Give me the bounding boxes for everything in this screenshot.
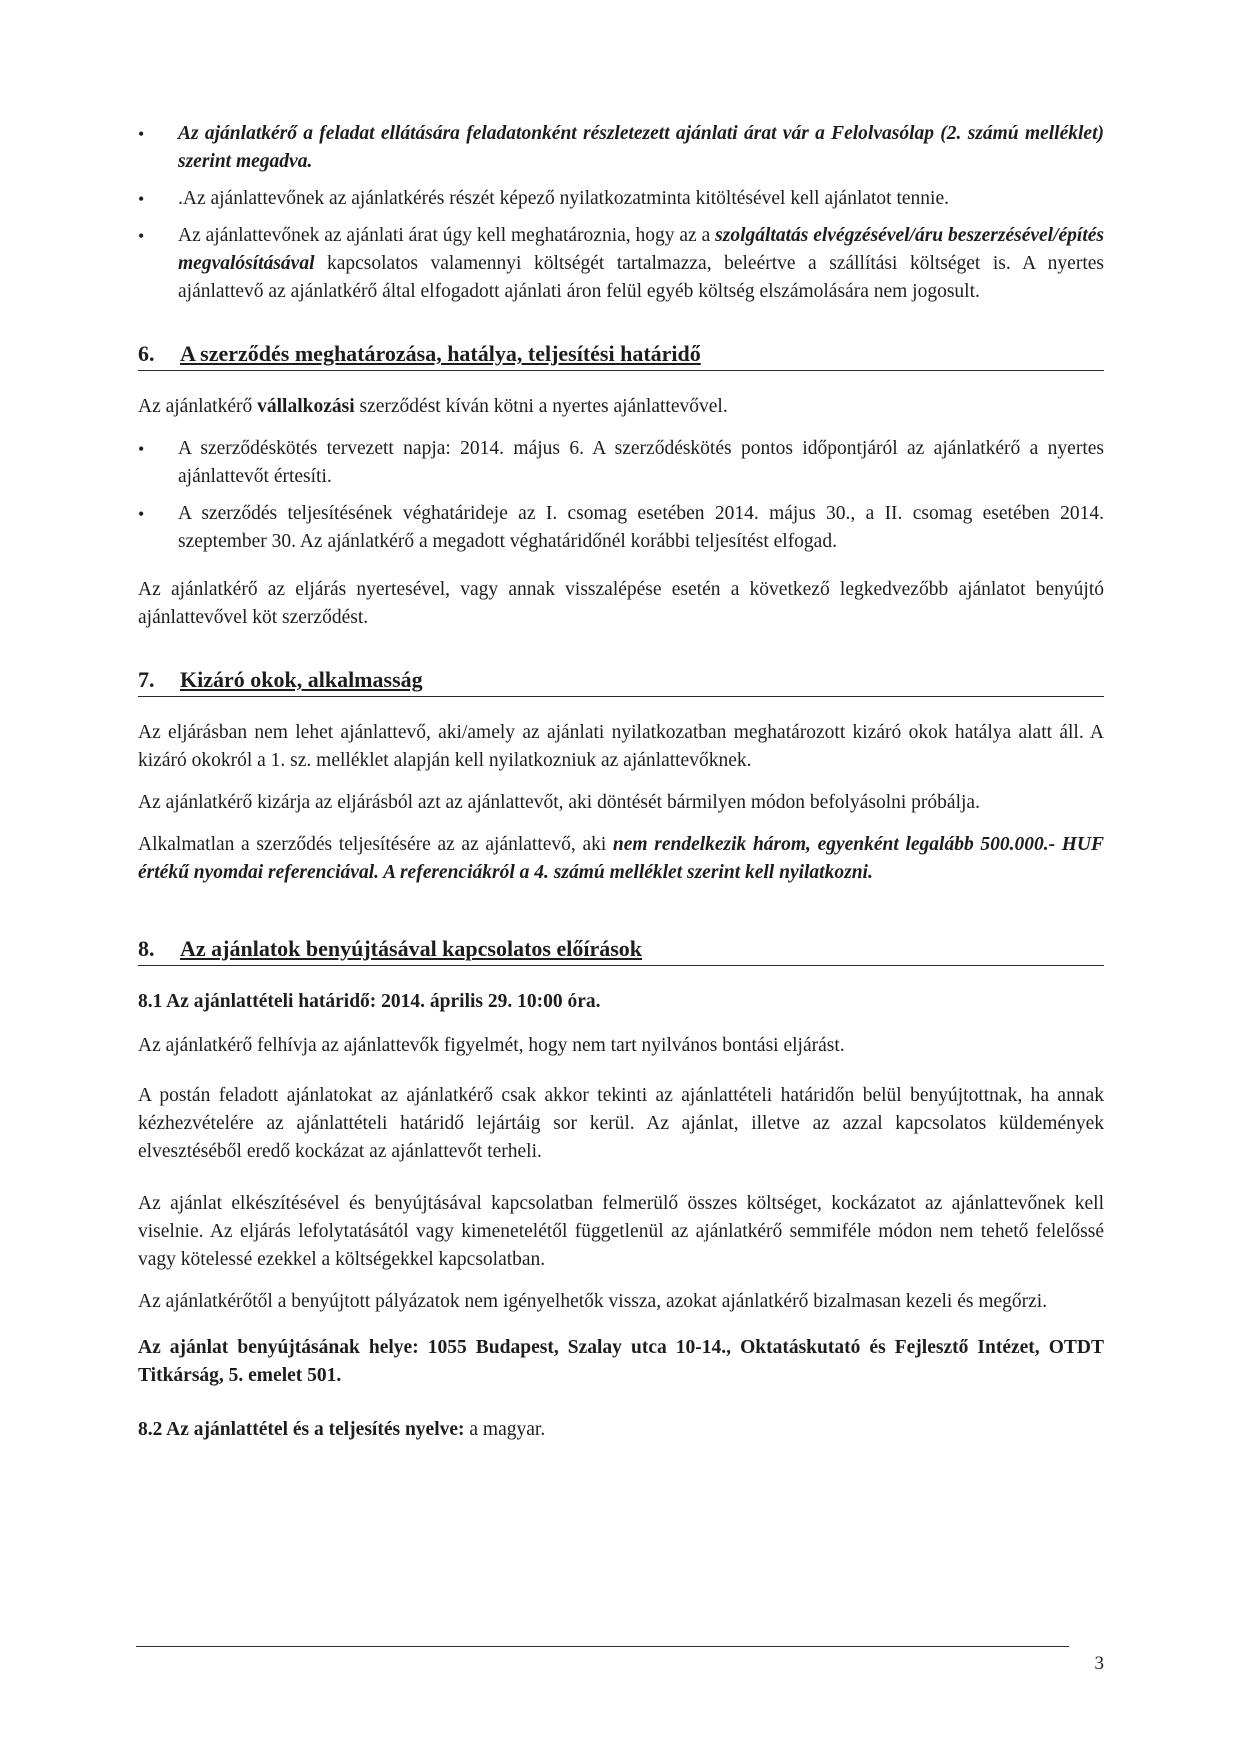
section-heading-6	[138, 340, 1104, 371]
paragraph: Az ajánlatkérő kizárja az eljárásból azt az ajánlattevőt, aki döntését bármilyen módon befolyásolni próbálja.	[138, 792, 980, 813]
submission-place: Az ajánlat benyújtásának helye: 1055 Budapest, Szalay utca 10-14., Oktatáskutató és Fejlesztő Intézet, OTDT Titkárság, 5. emelet 501.	[138, 1337, 1104, 1386]
text-run: Az ajánlatkérő	[138, 396, 258, 417]
paragraph: Az ajánlatkérő felhívja az ajánlattevők figyelmét, hogy nem tart nyilvános bontási eljárást.	[138, 1035, 845, 1056]
paragraph: Az eljárásban nem lehet ajánlattevő, aki/amely az ajánlati nyilatkozatban meghatározott kizáró okok hatálya alatt áll. A kizáró okokról a 1. sz. melléklet alapján kell nyilatkozniuk az ajánlattevőknek.	[138, 722, 1104, 771]
section-title: A szerződés meghatározása, hatálya, teljesítési határidő	[180, 341, 701, 366]
section-heading-8	[138, 935, 1104, 966]
text-run: kapcsolatos valamennyi költségét tartalmazza, beleértve a szállítási költséget is. A nyertes ajánlattevő az ajánlatkérő által elfogadott ajánlati áron felül egyéb költség elszámolására nem jogosult.	[178, 253, 1104, 302]
section-title: Az ajánlatok benyújtásával kapcsolatos előírások	[180, 936, 643, 961]
paragraph: A postán feladott ajánlatokat az ajánlatkérő csak akkor tekinti az ajánlattételi határidőn belül benyújtottnak, ha annak kézhezvételére az ajánlattételi határidő lejártáig sor kerül. Az ajánlat, illetve az azzal kapcsolatos küldemények elvesztéséből eredő kockázat az ajánlattevőt terheli.	[138, 1085, 1104, 1162]
paragraph: Az ajánlat elkészítésével és benyújtásával kapcsolatban felmerülő összes költséget, kockázatot az ajánlattevőnek kell viselnie. Az eljárás lefolytatásától vagy kimenetelétől függetlenül az ajánlatkérő semmiféle módon nem tehető felelőssé vagy kötelessé ezekkel a költségekkel kapcsolatban.	[138, 1193, 1104, 1270]
page-number: 3	[1094, 1653, 1104, 1674]
text-run: .Az ajánlattevőnek az ajánlatkérés részét képező nyilatkozatminta kitöltésével kell ajánlatot tennie.	[178, 188, 949, 209]
section-number: 7.	[138, 667, 155, 692]
paragraph	[138, 831, 1104, 887]
text-run: Az ajánlattevőnek az ajánlati árat úgy kell meghatároznia, hogy az a	[178, 225, 716, 246]
section-number: 6.	[138, 341, 155, 366]
bullet-item	[138, 185, 1104, 213]
paragraph	[138, 393, 1104, 421]
text-run: szerződést kíván kötni a nyertes ajánlattevővel.	[354, 396, 728, 417]
text-run: nem rendelkezik három, egyenként legalább 500.000.- HUF értékű nyomdai referenciával. A referenciákról a 4. számú melléklet szerint kell nyilatkozni.	[138, 834, 1104, 883]
text-run: Az ajánlatkérő a feladat ellátására feladatonként részletezett ajánlati árat vár a Felolvasólap (2. számú melléklet) szerint megadva.	[178, 123, 1104, 172]
subsection-label: 8.2 Az ajánlattétel és a teljesítés nyelve:	[138, 1419, 465, 1440]
bullet-item: • A szerződéskötés tervezett napja: 2014. május 6. A szerződéskötés pontos időpontjáról az ajánlatkérő a nyertes ajánlattevőt értesíti.	[138, 435, 1104, 491]
intro-bullet-list	[138, 120, 1104, 306]
paragraph: Az ajánlatkérőtől a benyújtott pályázatok nem igényelhetők vissza, azokat ajánlatkérő bizalmasan kezeli és megőrzi.	[138, 1291, 1048, 1312]
section-heading-7	[138, 666, 1104, 697]
subsection-value: a magyar.	[464, 1419, 546, 1440]
text-run: szolgáltatás elvégzésével/áru beszerzésével/építés megvalósításával	[178, 225, 1104, 274]
bullet-item: • A szerződés teljesítésének véghatárideje az I. csomag esetében 2014. május 30., a II. csomag esetében 2014. szeptember 30. Az ajánlatkérő a megadott véghatáridőnél korábbi teljesítést elfogad.	[138, 500, 1104, 556]
bullet-item	[138, 120, 1104, 176]
bullet-item	[138, 222, 1104, 306]
text-run: Alkalmatlan a szerződés teljesítésére az az ajánlattevő, aki	[138, 834, 613, 855]
text-run: vállalkozási	[257, 396, 355, 417]
paragraph: Az ajánlatkérő az eljárás nyertesével, vagy annak visszalépése esetén a következő legkedvezőbb ajánlatot benyújtó ajánlattevővel köt szerződést.	[138, 579, 1104, 628]
section-title: Kizáró okok, alkalmasság	[180, 667, 423, 692]
subsection-heading-language	[138, 1416, 1104, 1444]
subsection-heading: 8.1 Az ajánlattételi határidő: 2014. április 29. 10:00 óra.	[138, 991, 601, 1012]
footer-divider	[136, 1646, 1069, 1647]
section-number: 8.	[138, 936, 155, 961]
section6-bullet-list	[138, 435, 1104, 556]
